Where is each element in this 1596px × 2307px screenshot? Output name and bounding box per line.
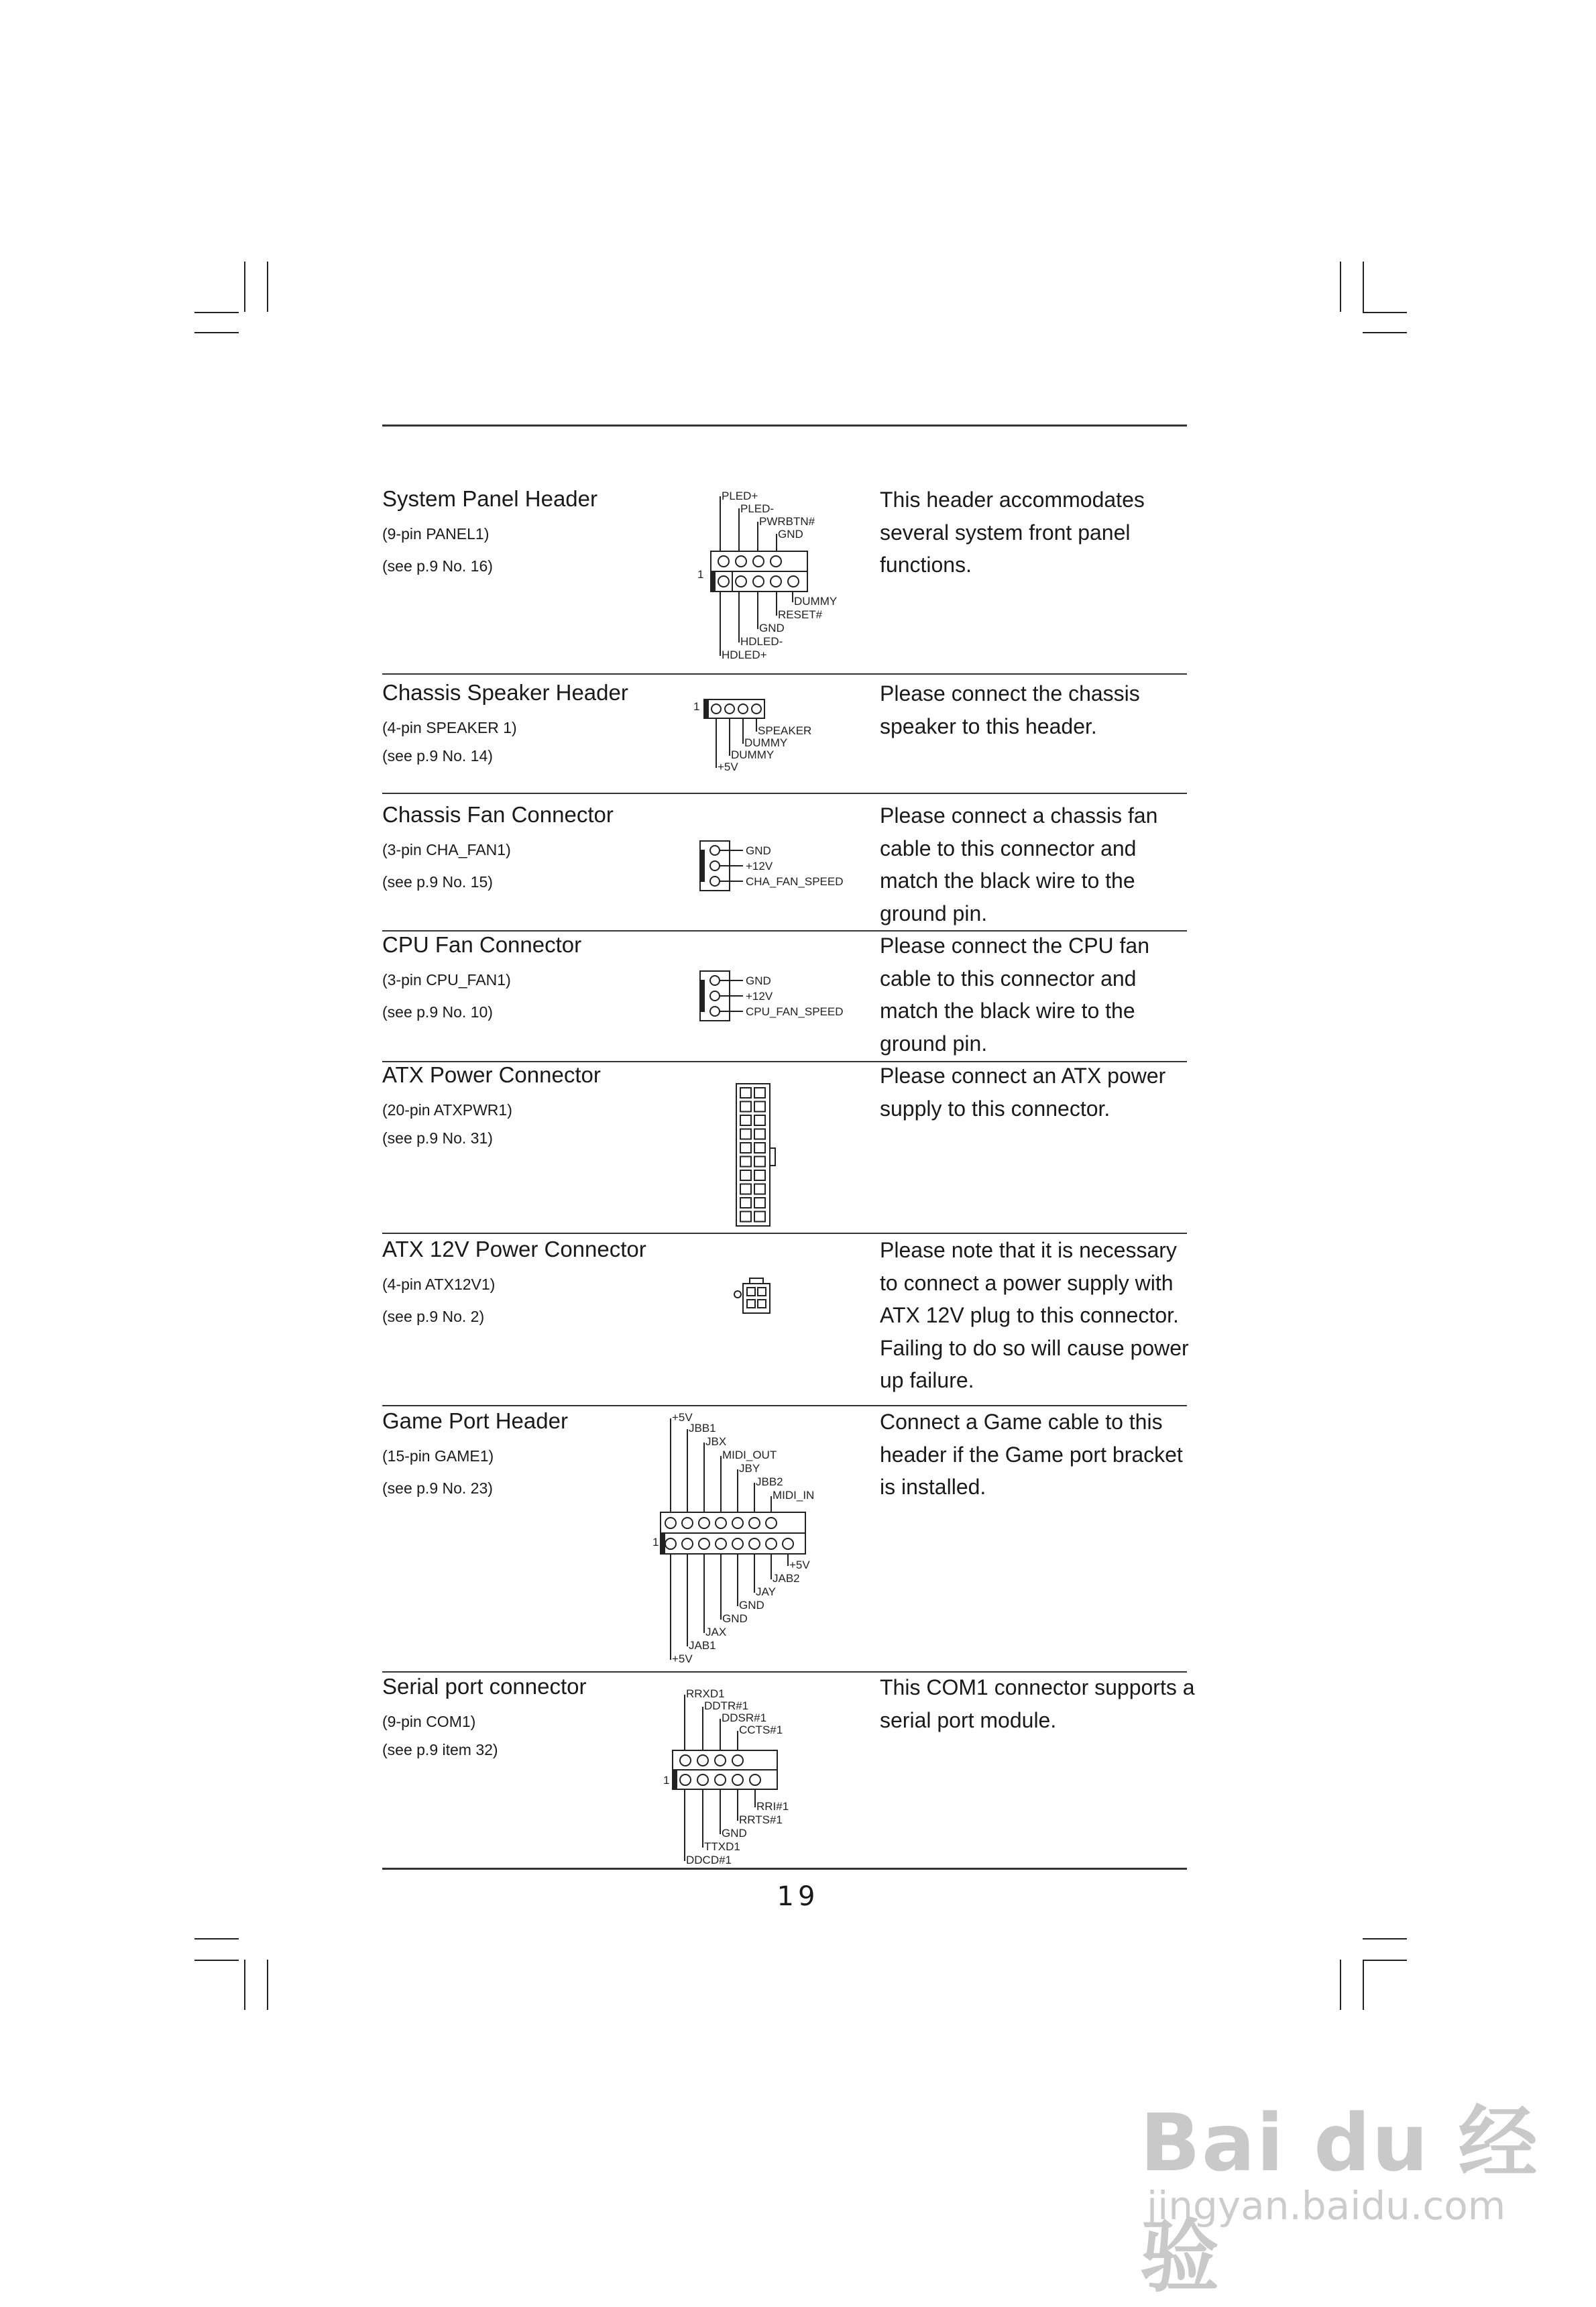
game-pin [665, 1538, 676, 1549]
svg-text:DUMMY: DUMMY [794, 595, 838, 608]
svg-text:+5V: +5V [718, 761, 738, 773]
svg-text:GND: GND [722, 1612, 748, 1625]
section-reference: (see p.9 No. 15) [382, 873, 493, 891]
svg-text:GND: GND [778, 528, 803, 541]
svg-text:CCTS#1: CCTS#1 [739, 1724, 783, 1736]
section-pin-info: (3-pin CPU_FAN1) [382, 971, 511, 989]
section-title: Chassis Speaker Header [382, 680, 628, 705]
svg-text:GND: GND [746, 844, 771, 857]
svg-text:DDSR#1: DDSR#1 [722, 1711, 767, 1724]
atx-pin [754, 1102, 765, 1112]
atx-pin [754, 1170, 765, 1180]
section-title: ATX Power Connector [382, 1062, 601, 1087]
atx-pin [754, 1088, 765, 1098]
atx-pin [754, 1184, 765, 1194]
atx-pin [754, 1129, 765, 1139]
chassis-fan-diagram [697, 837, 858, 897]
game-pin [716, 1538, 726, 1549]
section-title: System Panel Header [382, 486, 597, 511]
section-pin-info: (20-pin ATXPWR1) [382, 1101, 512, 1119]
svg-text:DDCD#1: DDCD#1 [686, 1854, 732, 1866]
game-pin [783, 1538, 793, 1549]
section-pin-info: (3-pin CHA_FAN1) [382, 841, 511, 858]
game-pin [665, 1518, 676, 1528]
svg-text:JBX: JBX [705, 1435, 727, 1448]
section-description: Please note that it is necessary to connect a power supply with ATX 12V plug to this connector. Failing to do so will cause power up failure. [880, 1238, 1189, 1392]
section-description: Please connect a chassis fan cable to this connector and match the black wire to the ground pin. [880, 803, 1158, 925]
atx-pin [740, 1184, 751, 1194]
svg-text:+12V: +12V [746, 990, 773, 1003]
svg-text:+5V: +5V [672, 1412, 693, 1424]
game-pin [732, 1538, 743, 1549]
atx-pin [740, 1198, 751, 1208]
game-pin [716, 1518, 726, 1528]
divider [382, 673, 1187, 675]
section-description: Please connect the chassis speaker to this header. [880, 681, 1140, 738]
game-pin [699, 1538, 709, 1549]
svg-text:1: 1 [663, 1774, 670, 1787]
game-pin [699, 1518, 709, 1528]
section-reference: (see p.9 No. 2) [382, 1308, 485, 1325]
svg-text:+5V: +5V [789, 1559, 810, 1571]
atx-pin [740, 1170, 751, 1180]
atx-power-diagram [731, 1081, 785, 1230]
svg-text:DUMMY: DUMMY [731, 748, 775, 761]
atx-pin [740, 1143, 751, 1153]
svg-text:MIDI_OUT: MIDI_OUT [722, 1449, 777, 1461]
cpu-fan-diagram [697, 967, 858, 1027]
section-description: Connect a Game cable to this header if the Game port bracket is installed. [880, 1410, 1183, 1499]
svg-text:RRXD1: RRXD1 [686, 1687, 725, 1700]
section-title: Game Port Header [382, 1408, 568, 1433]
game-pin [749, 1518, 760, 1528]
section-reference: (see p.9 No. 10) [382, 1003, 493, 1021]
section-description: Please connect the CPU fan cable to this connector and match the black wire to the ground pin. [880, 934, 1150, 1056]
svg-text:1: 1 [693, 700, 700, 713]
game-pin [766, 1518, 777, 1528]
svg-text:MIDI_IN: MIDI_IN [773, 1489, 815, 1502]
section-description: This header accommodates several system front panel functions. [880, 488, 1145, 577]
watermark-logo: Bai du 经验 [1140, 2096, 1539, 2303]
svg-text:CHA_FAN_SPEED: CHA_FAN_SPEED [746, 875, 844, 888]
atx12v-diagram [730, 1274, 783, 1321]
watermark-url: jingyan.baidu.com [1147, 2183, 1506, 2229]
section-reference: (see p.9 No. 16) [382, 557, 493, 575]
top-rule [382, 425, 1187, 427]
section-pin-info: (9-pin PANEL1) [382, 525, 490, 543]
speaker-header-diagram [691, 694, 838, 778]
atx-pin [754, 1212, 765, 1222]
svg-text:PLED-: PLED- [740, 502, 775, 515]
svg-text:+12V: +12V [746, 860, 773, 873]
svg-text:HDLED-: HDLED- [740, 635, 783, 648]
svg-text:GND: GND [722, 1827, 747, 1840]
game-pin [682, 1538, 693, 1549]
atx-pin [740, 1102, 751, 1112]
svg-text:RESET#: RESET# [778, 608, 823, 621]
svg-text:GND: GND [746, 974, 771, 987]
section-title: ATX 12V Power Connector [382, 1237, 646, 1261]
svg-text:JAB2: JAB2 [773, 1572, 800, 1585]
section-pin-info: (4-pin ATX12V1) [382, 1276, 496, 1293]
bottom-rule [382, 1868, 1187, 1870]
section-reference: (see p.9 No. 23) [382, 1479, 493, 1497]
svg-text:JAY: JAY [756, 1585, 776, 1598]
atx-pin [754, 1115, 765, 1125]
atx-pin [740, 1212, 751, 1222]
section-pin-info: (15-pin GAME1) [382, 1447, 494, 1465]
svg-text:TTXD1: TTXD1 [704, 1840, 740, 1853]
section-reference: (see p.9 item 32) [382, 1741, 498, 1758]
atx-pin [754, 1143, 765, 1153]
section-title: Chassis Fan Connector [382, 802, 614, 827]
section-description: Please connect an ATX power supply to this connector. [880, 1064, 1166, 1121]
section-pin-info: (9-pin COM1) [382, 1713, 476, 1730]
section-reference: (see p.9 No. 31) [382, 1129, 493, 1147]
svg-text:+5V: +5V [672, 1652, 693, 1665]
atx-pin [740, 1157, 751, 1167]
section-reference: (see p.9 No. 14) [382, 747, 493, 765]
svg-text:PLED+: PLED+ [722, 490, 758, 502]
atx-pin [754, 1198, 765, 1208]
game-pin [749, 1538, 760, 1549]
svg-text:CPU_FAN_SPEED: CPU_FAN_SPEED [746, 1005, 844, 1018]
atx-pin [740, 1088, 751, 1098]
panel-header-diagram [691, 490, 865, 664]
page-number: 19 [777, 1881, 819, 1912]
section-title: Serial port connector [382, 1674, 587, 1699]
svg-text:RRI#1: RRI#1 [756, 1800, 789, 1813]
svg-text:PWRBTN#: PWRBTN# [759, 515, 815, 528]
game-port-diagram [647, 1412, 848, 1667]
svg-text:JBY: JBY [739, 1462, 760, 1475]
serial-port-diagram [661, 1687, 821, 1868]
svg-text:1: 1 [652, 1536, 659, 1549]
svg-text:JAX: JAX [705, 1626, 727, 1638]
svg-text:RRTS#1: RRTS#1 [739, 1813, 783, 1826]
atx-pin [740, 1129, 751, 1139]
svg-text:SPEAKER: SPEAKER [758, 724, 812, 737]
svg-text:JAB1: JAB1 [689, 1639, 716, 1652]
svg-text:HDLED+: HDLED+ [722, 649, 767, 661]
game-pin [732, 1518, 743, 1528]
game-pin [766, 1538, 777, 1549]
divider [382, 793, 1187, 794]
game-pin [682, 1518, 693, 1528]
atx-pin [754, 1157, 765, 1167]
svg-text:DUMMY: DUMMY [744, 736, 788, 749]
svg-text:GND: GND [759, 622, 785, 634]
svg-text:DDTR#1: DDTR#1 [704, 1699, 749, 1712]
svg-text:JBB1: JBB1 [689, 1422, 716, 1434]
section-title: CPU Fan Connector [382, 932, 582, 957]
atx-pin [740, 1115, 751, 1125]
section-description: This COM1 connector supports a serial port module. [880, 1675, 1195, 1732]
svg-text:GND: GND [739, 1599, 764, 1612]
svg-text:JBB2: JBB2 [756, 1475, 783, 1488]
pin1-label: 1 [697, 568, 704, 581]
section-pin-info: (4-pin SPEAKER 1) [382, 719, 517, 736]
